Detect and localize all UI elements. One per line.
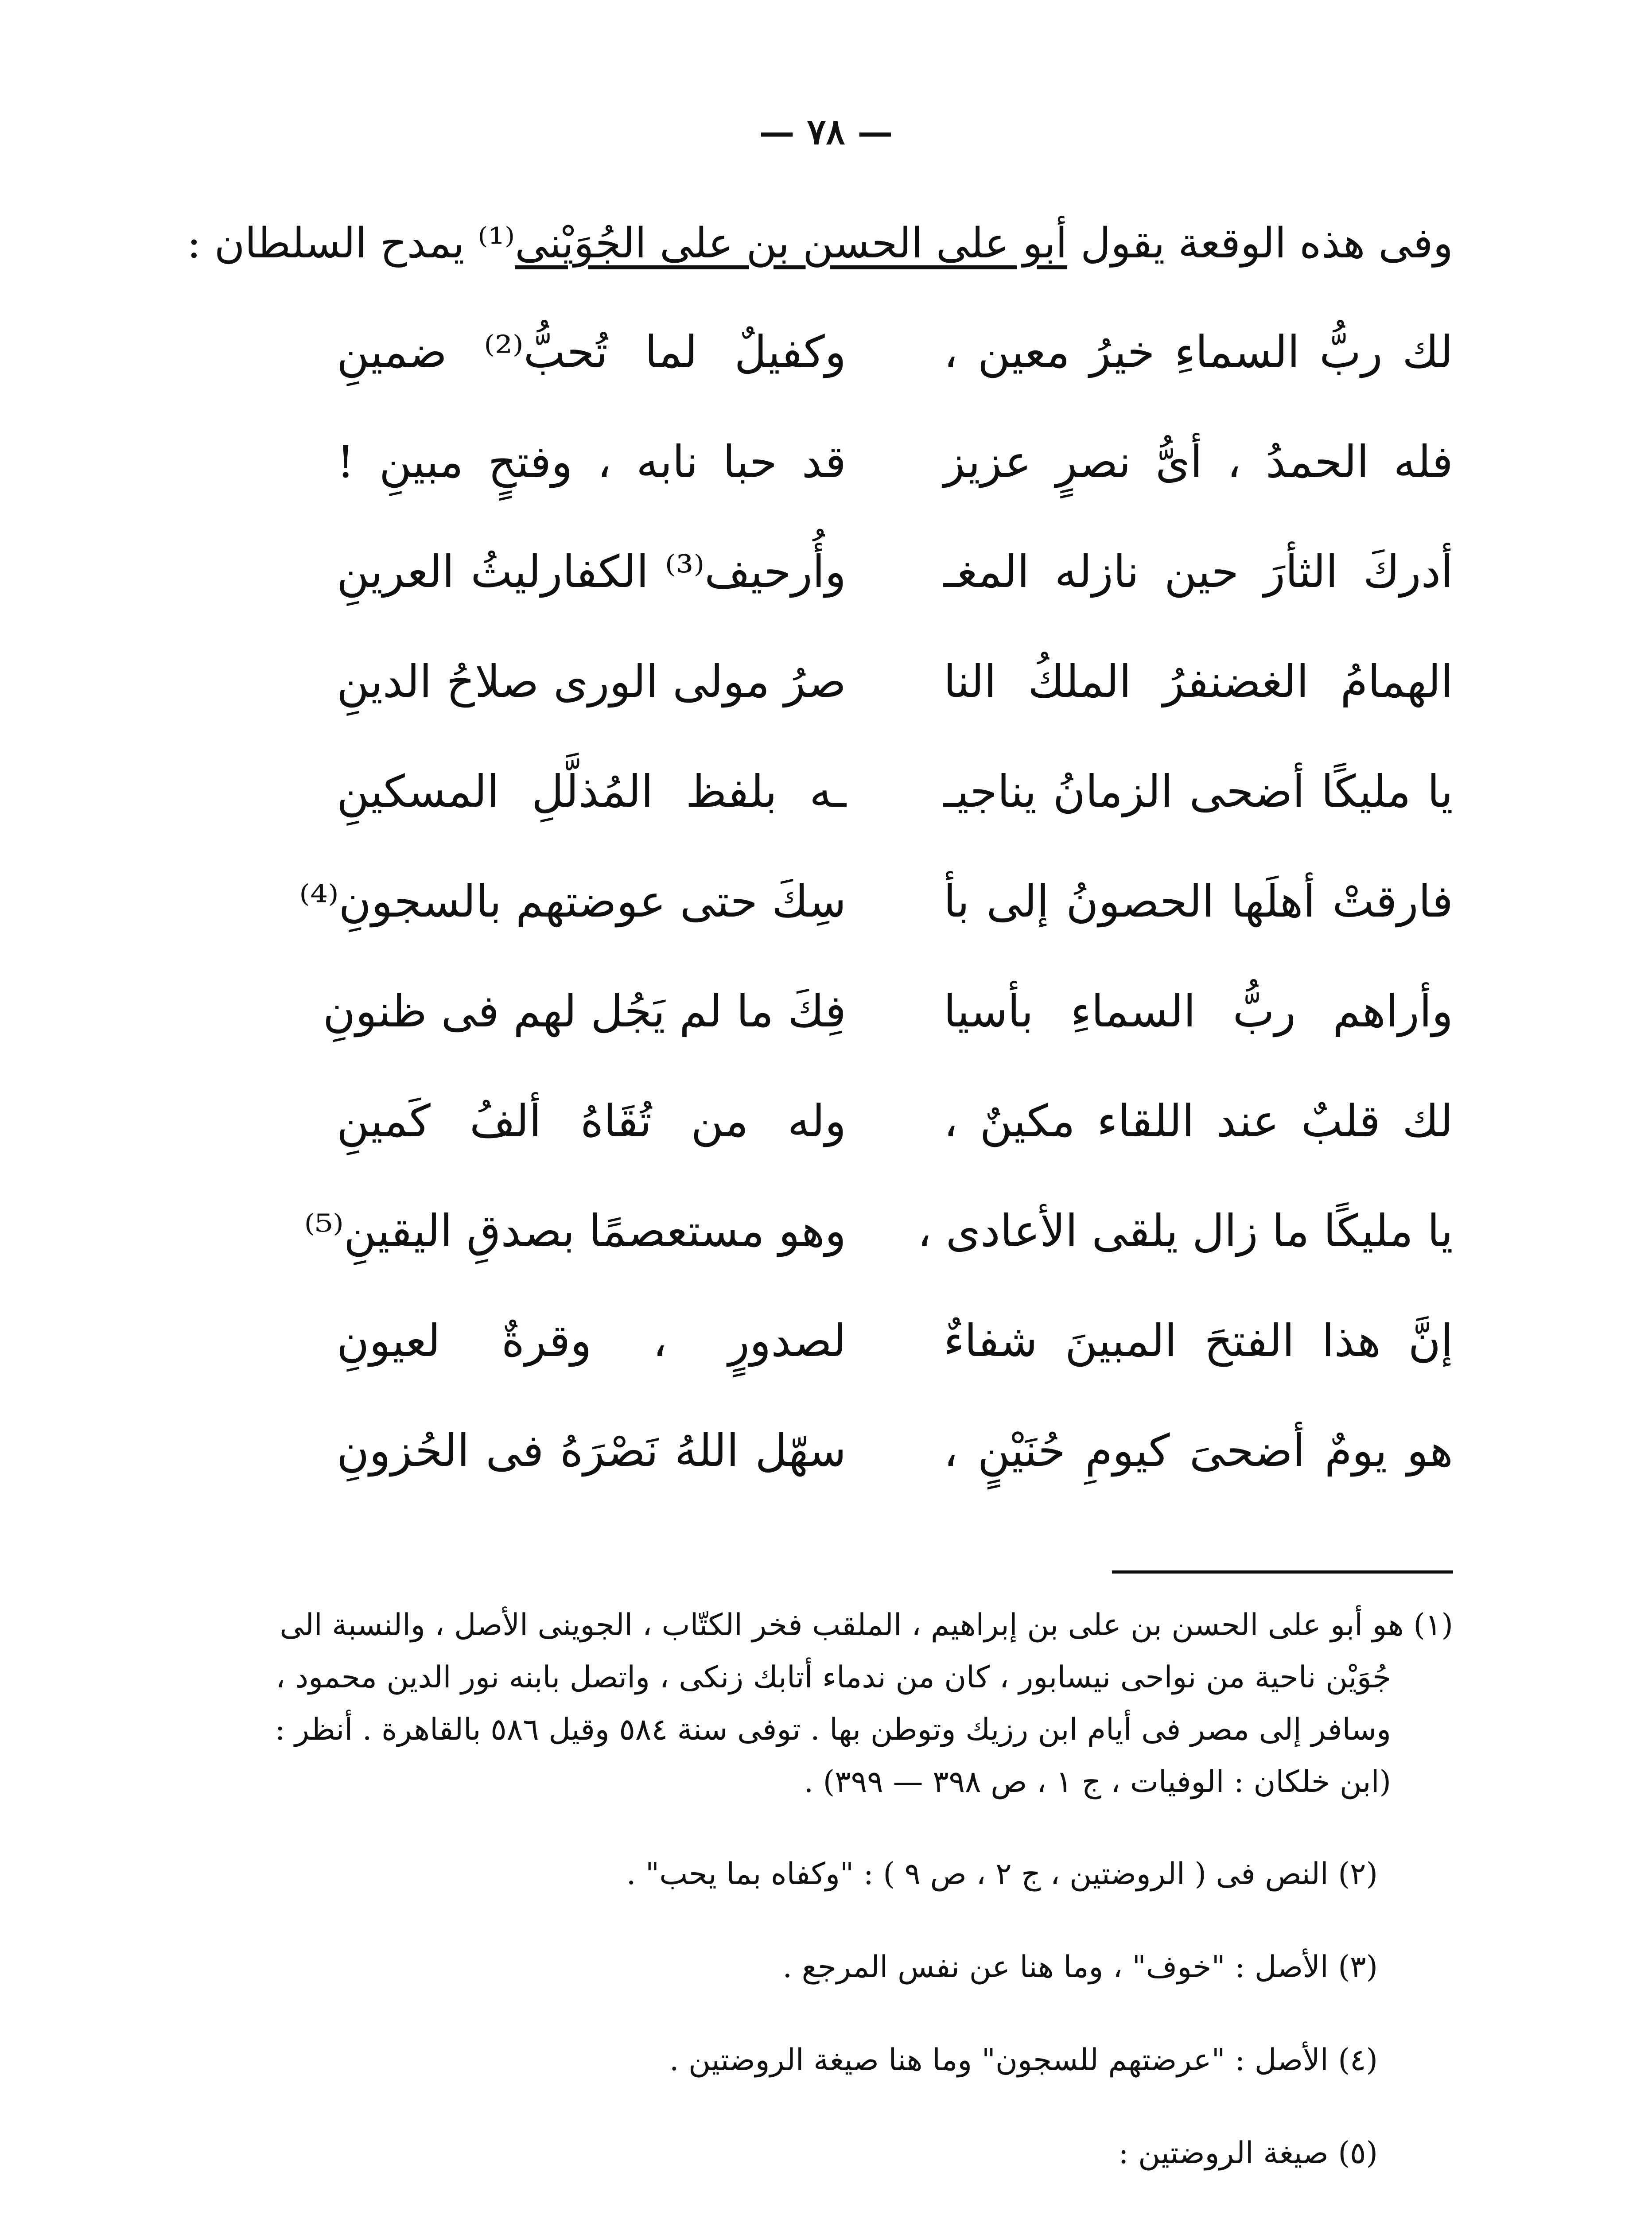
verse (337, 539, 1453, 649)
footnote-line: جُوَيْن ناحية من نواحى نيسابور ، كان من ندماء أتابك زنكى ، واتصل بابنه نور الدين محمود ، (276, 1660, 1391, 1695)
verse-first-hemistich: يا مليكًا أضحى الزمانُ يناجيـ (944, 766, 1453, 817)
verse (337, 429, 1453, 539)
footnote-line: (ابن خلكان : الوفيات ، ج ١ ، ص ٣٩٨ — ٣٩٩) . (804, 1764, 1391, 1799)
verse-second-hemistich: وله من تُقَاهُ ألفُ كَمينِ (337, 1095, 846, 1147)
verse-second-hemistich: وأُرحيف⁽³⁾ الكفارليثُ العرينِ (337, 546, 846, 598)
verse-second-hemistich: وكفيلٌ لما تُحبُّ⁽²⁾ ضمينِ (337, 326, 846, 378)
verse (337, 319, 1453, 429)
verse-first-hemistich: لك قلبٌ عند اللقاء مكينٌ ، (944, 1095, 1453, 1147)
footnote-separator (1112, 1570, 1453, 1574)
author-name: أبو على الحسن بن على الجُوَيْنى (515, 219, 1068, 268)
verse (337, 1088, 1453, 1198)
verse-first-hemistich: فله الحمدُ ، أىُّ نصرٍ عزيز (944, 436, 1453, 488)
verse (337, 758, 1453, 868)
verse-second-hemistich: فِكَ ما لم يَجُل لهم فى ظنونِ (323, 985, 846, 1037)
footnote-line: (١) هو أبو على الحسن بن على بن إبراهيم ، الملقب فخر الكتّاب ، الجوينى الأصل ، والنسبة الى (280, 1608, 1453, 1643)
verse (304, 1198, 1453, 1308)
footnote-line: وسافر إلى مصر فى أيام ابن رزيك وتوطن بها . توفى سنة ٥٨٤ وقيل ٥٨٦ بالقاهرة . أنظر : (275, 1712, 1391, 1747)
verse-second-hemistich: سِكَ حتى عوضتهم بالسجونِ⁽⁴⁾ (299, 875, 846, 927)
footnote-2: (٢) النص فى ( الروضتين ، ج ٢ ، ص ٩ ) : "وكفاه بما يحب" . (626, 1857, 1378, 1892)
verse-first-hemistich: هو يومٌ أضحىَ كيومِ حُنَيْنٍ ، (944, 1425, 1453, 1477)
verse-second-hemistich: ـه بلفظ المُذلَّلِ المسكينِ (337, 766, 846, 817)
intro-line (187, 213, 1453, 275)
verse-first-hemistich: وأراهم ربُّ السماءِ بأسيا (944, 985, 1453, 1037)
footnote-5: (٥) صيغة الروضتين : (1118, 2136, 1378, 2171)
verse (299, 868, 1453, 978)
verse (323, 978, 1453, 1088)
verse-first-hemistich: لك ربُّ السماءِ خيرُ معين ، (944, 326, 1453, 378)
poem (299, 319, 1453, 1527)
footnote-3: (٣) الأصل : "خوف" ، وما هنا عن نفس المرجع . (782, 1950, 1378, 1985)
verse-first-hemistich: الهمامُ الغضنفرُ الملكُ النا (944, 656, 1453, 707)
verse-second-hemistich: سهّل اللهُ نَصْرَهُ فى الحُزونِ (337, 1425, 846, 1477)
verse-second-hemistich: وهو مستعصمًا بصدقِ اليقينِ⁽⁵⁾ (304, 1205, 846, 1257)
verse-second-hemistich: صرُ مولى الورى صلاحُ الدينِ (337, 656, 846, 707)
verse-first-hemistich: فارقتْ أهلَها الحصونُ إلى بأ (944, 875, 1453, 927)
verse (337, 1308, 1453, 1418)
footnote-5-verse (284, 2207, 1453, 2215)
page-number: — ٧٨ — (759, 111, 893, 152)
intro-text-before: وفى هذه الوقعة يقول (1067, 219, 1453, 268)
intro-text-after: ⁽¹⁾ يمدح السلطان : (187, 219, 515, 268)
verse (337, 1418, 1453, 1527)
footnotes (275, 1599, 1453, 2215)
verse-first-hemistich: إنَّ هذا الفتحَ المبينَ شفاءٌ (944, 1315, 1453, 1367)
verse-first-hemistich: أدركَ الثأرَ حين نازله المغـ (944, 546, 1453, 598)
verse-second-hemistich: لصدورٍ ، وقرةٌ لعيونِ (337, 1315, 846, 1367)
verse-first-hemistich: يا مليكًا ما زال يلقى الأعادى ، (917, 1205, 1453, 1257)
footnote-gap (284, 1808, 1453, 1848)
footnote-4: (٤) الأصل : "عرضتهم للسجون" وما هنا صيغة الروضتين . (669, 2043, 1378, 2078)
footnote-1 (275, 1599, 1453, 1808)
verse (337, 649, 1453, 758)
verse-second-hemistich: قد حبا نابه ، وفتحٍ مبينِ ! (337, 436, 846, 488)
